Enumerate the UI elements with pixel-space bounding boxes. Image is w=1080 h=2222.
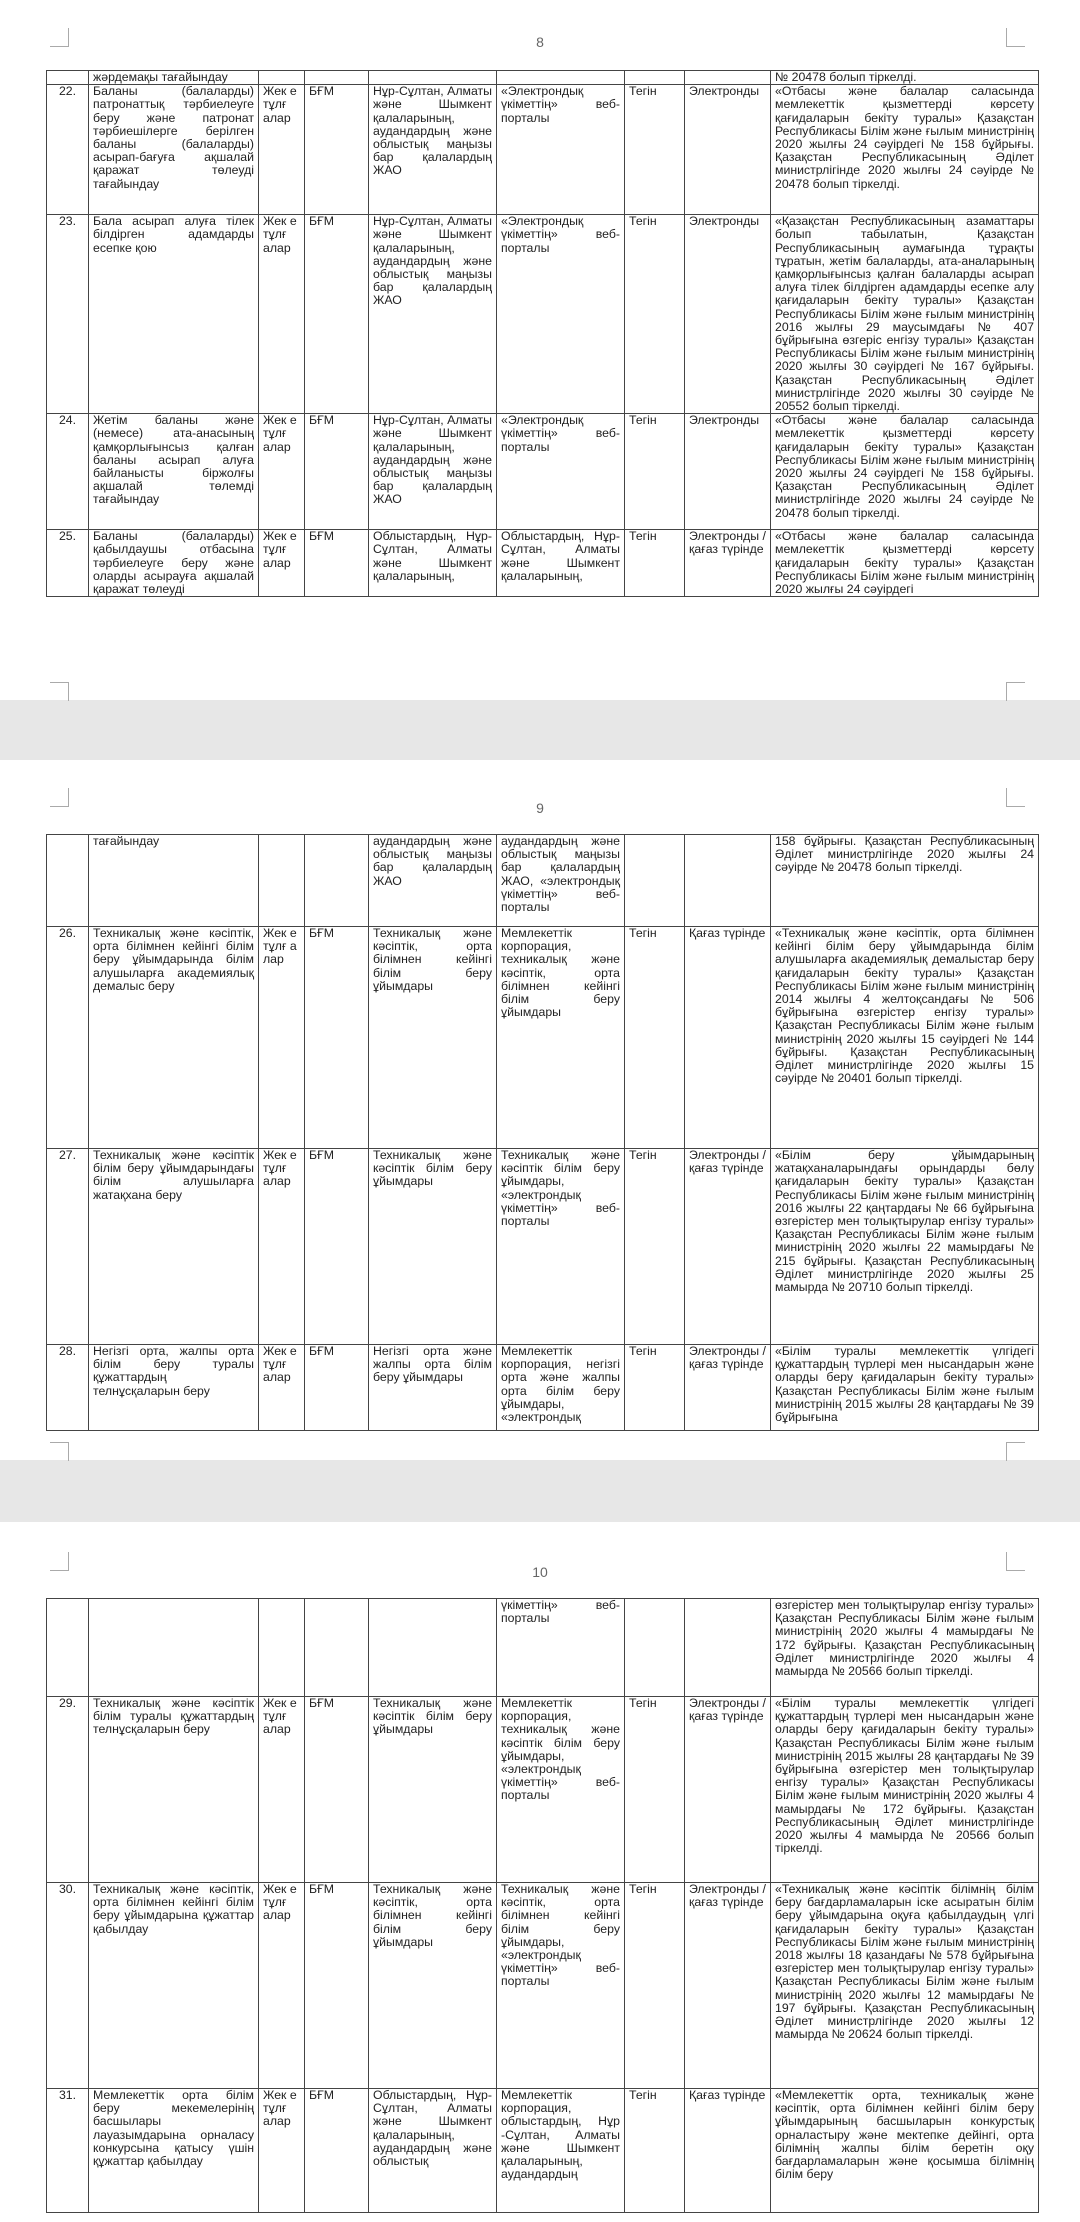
recipient-form: Жек е тұлғ алар <box>259 215 305 414</box>
page-8 <box>0 0 1080 700</box>
table-row <box>47 71 1039 85</box>
row-number: 23. <box>47 215 89 414</box>
service-cost: Тегін <box>625 1697 685 1883</box>
recipient-form: Жек е тұлғ алар <box>259 530 305 597</box>
legal-basis: № 20478 болып тіркелді. <box>771 71 1039 85</box>
delivery-channel: аудандардың және облыстық маңызы бар қалалардың ЖАО, «электрондық үкіметтің» веб-порталы <box>497 835 625 927</box>
row-number: 22. <box>47 85 89 215</box>
service-provider: Нұр-Сұлтан, Алматы және Шымкент қалаларының, аудандардың және облыстық маңызы бар қалалардың ЖАО <box>369 215 497 414</box>
ministry: БҒМ <box>305 1883 369 2089</box>
service-name: Баланы (балаларды) қабылдаушы отбасына тәрбиелеуге беру және оларды асырауға ақшалай қаражат төлеуді <box>89 530 259 597</box>
row-number <box>47 835 89 927</box>
service-type <box>685 1599 771 1697</box>
recipient-form: Жек е тұлғ алар <box>259 1345 305 1431</box>
row-number: 31. <box>47 2089 89 2213</box>
service-name: жәрдемақы тағайындау <box>89 71 259 85</box>
crop-mark <box>50 788 69 807</box>
table-row <box>47 215 1039 414</box>
service-cost: Тегін <box>625 85 685 215</box>
legal-basis: 158 бұйрығы. Қазақстан Республикасының Әділет министрлігінде 2020 жылғы 24 сәуірде № 20478 болып тіркелді. <box>771 835 1039 927</box>
recipient-form <box>259 71 305 85</box>
recipient-form: Жек е тұлғ алар <box>259 1149 305 1345</box>
table-row <box>47 1345 1039 1431</box>
service-name: Техникалық және кәсіптік, орта білімнен кейінгі білім беру ұйымдарына құжаттар қабылдау <box>89 1883 259 2089</box>
recipient-form: Жек е тұлғ алар <box>259 1883 305 2089</box>
delivery-channel: Мемлекеттік корпорация, облыстардың, Нұр -Сұлтан, Алматы және Шымкент қалаларының, аудандардың <box>497 2089 625 2213</box>
legal-basis: «Білім беру ұйымдарының жатақханаларындағы орындарды бөлу қағидаларын бекіту туралы» Қазақстан Республикасы Білім және ғылым министрінің 2016 жылғы 22 қаңтардағы № 66 бұйрығына өзгерістер мен толықтырулар енгізу туралы» Қазақстан Республикасы Білім және ғылым министрінің 2020 жылғы 22 мамырдағы № 215 бұйрығы. Қазақстан Республикасының Әділет министрлігінде 2020 жылғы 25 мамырда № 20710 болып тіркелді. <box>771 1149 1039 1345</box>
legal-basis: өзгерістер мен толықтырулар енгізу туралы» Қазақстан Республикасы Білім және ғылым министрінің 2020 жылғы 4 мамырдағы № 172 бұйрығы. Қазақстан Республикасының Әділет министрлігінде 2020 жылғы 4 мамырда № 20566 болып тіркелді. <box>771 1599 1039 1697</box>
service-type: Электронды /қағаз түрінде <box>685 530 771 597</box>
legal-basis: «Техникалық және кәсіптік білімнің білім беру бағдарламаларын іске асыратын білім беру ұйымдарына оқуға қабылдаудың үлгі қағидаларын бекіту туралы» Қазақстан Республикасы Білім және ғылым министрінің 2018 жылғы 18 қазандағы № 578 бұйрығына өзгерістер мен толықтырулар енгізу туралы» Қазақстан Республикасы Білім және ғылым министрінің 2020 жылғы 12 мамырдағы № 197 бұйрығы. Қазақстан Республикасының Әділет министрлігінде 2020 жылғы 12 мамырда № 20624 болып тіркелді. <box>771 1883 1039 2089</box>
delivery-channel: Мемлекеттік корпорация, негізгі орта және жалпы орта білім беру ұйымдары, «электрондық <box>497 1345 625 1431</box>
crop-mark <box>50 1552 69 1571</box>
service-type: Электронды /қағаз түрінде <box>685 1149 771 1345</box>
service-name: Мемлекеттік орта білім беру мекемелерінің басшылары лауазымдарына орналасу конкурсына қатысу үшін құжаттар қабылдау <box>89 2089 259 2213</box>
service-cost: Тегін <box>625 1883 685 2089</box>
crop-mark <box>1006 682 1025 701</box>
table-row <box>47 1697 1039 1883</box>
ministry: БҒМ <box>305 215 369 414</box>
delivery-channel: «Электрондық үкіметтің» веб-порталы <box>497 414 625 530</box>
recipient-form <box>259 835 305 927</box>
service-name: Техникалық және кәсіптік, орта білімнен кейінгі білім беру ұйымдарында білім алушыларға академиялық демалыс беру <box>89 927 259 1149</box>
ministry: БҒМ <box>305 414 369 530</box>
recipient-form: Жек е тұлғ алар <box>259 414 305 530</box>
page-9 <box>0 760 1080 1460</box>
table-row <box>47 2089 1039 2213</box>
service-provider: Облыстардың, Нұр-Сұлтан, Алматы және Шымкент қалаларының, аудандардың және облыстық <box>369 2089 497 2213</box>
delivery-channel: үкіметтің» веб-порталы <box>497 1599 625 1697</box>
service-cost: Тегін <box>625 1149 685 1345</box>
services-table <box>46 1598 1039 2213</box>
service-type: Электронды /қағаз түрінде <box>685 1883 771 2089</box>
legal-basis: «Техникалық және кәсіптік, орта білімнен кейінгі білім беру ұйымдарында білім алушыларға академиялық демалыстар беру қағидаларын бекіту туралы» Қазақстан Республикасы Білім және ғылым министрінің 2014 жылғы 4 желтоқсандағы № 506 бұйрығына өзгерістер енгізу туралы» Қазақстан Республикасы Білім және ғылым министрінің 2020 жылғы 15 сәуірдегі № 144 бұйрығы. Қазақстан Республикасының Әділет министрлігінде 2020 жылғы 15 сәуірде № 20401 болып тіркелді. <box>771 927 1039 1149</box>
ministry <box>305 71 369 85</box>
table-row <box>47 414 1039 530</box>
ministry <box>305 1599 369 1697</box>
row-number: 27. <box>47 1149 89 1345</box>
crop-mark <box>50 682 69 701</box>
service-cost <box>625 835 685 927</box>
ministry: БҒМ <box>305 1345 369 1431</box>
delivery-channel: Техникалық және кәсіптік, орта білімнен кейінгі білім беру ұйымдары, «электрондық үкіметтің» веб-порталы <box>497 1883 625 2089</box>
services-table <box>46 834 1039 1431</box>
ministry: БҒМ <box>305 530 369 597</box>
table-row <box>47 85 1039 215</box>
service-cost <box>625 1599 685 1697</box>
service-provider <box>369 1599 497 1697</box>
service-name: Жетім баланы және (немесе) ата-анасының қамқорлығынсыз қалған баланы асырап алуға байланысты біржолғы ақшалай төлемді тағайындау <box>89 414 259 530</box>
service-type: Электронды <box>685 215 771 414</box>
recipient-form: Жек е тұлғ алар <box>259 85 305 215</box>
table-row <box>47 1883 1039 2089</box>
service-provider: Облыстардың, Нұр-Сұлтан, Алматы және Шымкент қалаларының, <box>369 530 497 597</box>
legal-basis: «Мемлекеттік орта, техникалық және кәсіптік, орта білімнен кейінгі білім беру ұйымдарының басшыларын конкурстық орналастыру және мектепке дейінгі, орта білімнің жалпы білім беретін оқу бағдарламаларын және қосымша білімнің білім беру <box>771 2089 1039 2213</box>
service-provider: Нұр-Сұлтан, Алматы және Шымкент қалаларының, аудандардың және облыстық маңызы бар қалалардың ЖАО <box>369 414 497 530</box>
row-number <box>47 1599 89 1697</box>
ministry: БҒМ <box>305 85 369 215</box>
service-type: Электронды /қағаз түрінде <box>685 1697 771 1883</box>
legal-basis: «Отбасы және балалар саласында мемлекеттік қызметтерді көрсету қағидаларын бекіту туралы» Қазақстан Республикасы Білім және ғылым министрінің 2020 жылғы 24 сәуірдегі <box>771 530 1039 597</box>
row-number <box>47 71 89 85</box>
service-provider: Техникалық және кәсіптік, орта білімнен кейінгі білім беру ұйымдары <box>369 927 497 1149</box>
legal-basis: «Білім туралы мемлекеттік үлгідегі құжаттардың түрлері мен нысандарын және оларды беру қағидаларын бекіту туралы» Қазақстан Республикасы Білім және ғылым министрінің 2015 жылғы 28 қаңтардағы № 39 бұйрығына өзгерістер мен толықтырулар енгізу туралы» Қазақстан Республикасы Білім және ғылым министрінің 2020 жылғы 4 мамырдағы № 172 бұйрығы. Қазақстан Республикасының Әділет министрлігінде 2020 жылғы 4 мамырда № 20566 болып тіркелді. <box>771 1697 1039 1883</box>
service-cost: Тегін <box>625 215 685 414</box>
service-name: Техникалық және кәсіптік білім беру ұйымдарындағы білім алушыларға жатақхана беру <box>89 1149 259 1345</box>
delivery-channel: Мемлекеттік корпорация, техникалық және кәсіптік білім беру ұйымдары, «электрондық үкіметтің» веб-порталы <box>497 1697 625 1883</box>
row-number: 26. <box>47 927 89 1149</box>
service-name: Баланы (балаларды) патронаттық тәрбиелеуге беру және патронат тәрбиешілерге берілген баланы (балаларды) асырап-бағуға ақшалай қаражат төлеуді тағайындау <box>89 85 259 215</box>
ministry: БҒМ <box>305 1697 369 1883</box>
recipient-form: Жек е тұлғ алар <box>259 1697 305 1883</box>
legal-basis: «Қазақстан Республикасының азаматтары болып табылатын, Қазақстан Республикасының аумағында тұрақты тұратын, жетім балаларды, ата-аналарының қамқорлығынсыз қалған балаларды асырап алуға тілек білдірген адамдарды есепке алу қағидаларын бекіту туралы» Қазақстан Республикасы Білім және ғылым министрінің 2016 жылғы 29 маусымдағы № 407 бұйрығына өзгеріс енгізу туралы» Қазақстан Республикасы Білім және ғылым министрінің 2020 жылғы 30 сәуірдегі № 167 бұйрығы. Қазақстан Республикасының Әділет министрлігінде 2020 жылғы 30 сәуірде № 20552 болып тіркелді. <box>771 215 1039 414</box>
crop-mark <box>1006 1552 1025 1571</box>
recipient-form <box>259 1599 305 1697</box>
service-provider: Негізгі орта және жалпы орта білім беру ұйымдары <box>369 1345 497 1431</box>
delivery-channel: Облыстардың, Нұр-Сұлтан, Алматы және Шымкент қалаларының, <box>497 530 625 597</box>
delivery-channel: Техникалық және кәсіптік білім беру ұйымдары, «электрондық үкіметтің» веб-порталы <box>497 1149 625 1345</box>
page-number: 9 <box>536 800 544 816</box>
service-type <box>685 71 771 85</box>
service-type: Электронды /қағаз түрінде <box>685 1345 771 1431</box>
row-number: 30. <box>47 1883 89 2089</box>
service-name: Бала асырап алуға тілек білдірген адамдарды есепке қою <box>89 215 259 414</box>
service-cost <box>625 71 685 85</box>
crop-mark <box>1006 788 1025 807</box>
crop-mark <box>1006 1442 1025 1461</box>
crop-mark <box>50 1442 69 1461</box>
service-provider: Техникалық және кәсіптік білім беру ұйымдары <box>369 1149 497 1345</box>
ministry <box>305 835 369 927</box>
service-type <box>685 835 771 927</box>
service-provider: Нұр-Сұлтан, Алматы және Шымкент қалаларының, аудандардың және облыстық маңызы бар қалалардың ЖАО <box>369 85 497 215</box>
service-provider <box>369 71 497 85</box>
service-name: Техникалық және кәсіптік білім туралы құжаттардың телнұсқаларын беру <box>89 1697 259 1883</box>
service-cost: Тегін <box>625 530 685 597</box>
service-name <box>89 1599 259 1697</box>
ministry: БҒМ <box>305 2089 369 2213</box>
crop-mark <box>50 28 69 47</box>
table-row <box>47 1599 1039 1697</box>
delivery-channel <box>497 71 625 85</box>
table-row <box>47 530 1039 597</box>
services-table <box>46 70 1039 597</box>
recipient-form: Жек е тұлғ алар <box>259 2089 305 2213</box>
service-provider: Техникалық және кәсіптік білім беру ұйымдары <box>369 1697 497 1883</box>
legal-basis: «Білім туралы мемлекеттік үлгідегі құжаттардың түрлері мен нысандарын және оларды беру қағидаларын бекіту туралы» Қазақстан Республикасы Білім және ғылым министрінің 2015 жылғы 28 қаңтардағы № 39 бұйрығына <box>771 1345 1039 1431</box>
delivery-channel: «Электрондық үкіметтің» веб-порталы <box>497 215 625 414</box>
service-cost: Тегін <box>625 1345 685 1431</box>
service-name: тағайындау <box>89 835 259 927</box>
page-number: 8 <box>536 34 544 50</box>
ministry: БҒМ <box>305 1149 369 1345</box>
delivery-channel: «Электрондық үкіметтің» веб-порталы <box>497 85 625 215</box>
table-row <box>47 1149 1039 1345</box>
legal-basis: «Отбасы және балалар саласында мемлекеттік қызметтерді көрсету қағидаларын бекіту туралы» Қазақстан Республикасы Білім және ғылым министрінің 2020 жылғы 24 сәуірдегі № 158 бұйрығы. Қазақстан Республикасының Әділет министрлігінде 2020 жылғы 24 сәуірде № 20478 болып тіркелді. <box>771 414 1039 530</box>
service-cost: Тегін <box>625 927 685 1149</box>
legal-basis: «Отбасы және балалар саласында мемлекеттік қызметтерді көрсету қағидаларын бекіту туралы» Қазақстан Республикасы Білім және ғылым министрінің 2020 жылғы 24 сәуірдегі № 158 бұйрығы. Қазақстан Республикасының Әділет министрлігінде 2020 жылғы 24 сәуірде № 20478 болып тіркелді. <box>771 85 1039 215</box>
page-10 <box>0 1522 1080 2222</box>
delivery-channel: Мемлекеттік корпорация, техникалық және кәсіптік, орта білімнен кейінгі білім беру ұйымдары <box>497 927 625 1149</box>
service-name: Негізгі орта, жалпы орта білім беру туралы құжаттардың телнұсқаларын беру <box>89 1345 259 1431</box>
row-number: 24. <box>47 414 89 530</box>
page-number: 10 <box>532 1564 548 1580</box>
table-row <box>47 927 1039 1149</box>
service-cost: Тегін <box>625 2089 685 2213</box>
recipient-form: Жек е тұлғ а лар <box>259 927 305 1149</box>
service-provider: аудандардың және облыстық маңызы бар қалалардың ЖАО <box>369 835 497 927</box>
ministry: БҒМ <box>305 927 369 1149</box>
crop-mark <box>1006 28 1025 47</box>
row-number: 28. <box>47 1345 89 1431</box>
service-type: Электронды <box>685 85 771 215</box>
service-cost: Тегін <box>625 414 685 530</box>
service-type: Электронды <box>685 414 771 530</box>
table-row <box>47 835 1039 927</box>
row-number: 25. <box>47 530 89 597</box>
service-type: Қағаз түрінде <box>685 2089 771 2213</box>
service-type: Қағаз түрінде <box>685 927 771 1149</box>
row-number: 29. <box>47 1697 89 1883</box>
service-provider: Техникалық және кәсіптік, орта білімнен кейінгі білім беру ұйымдары <box>369 1883 497 2089</box>
